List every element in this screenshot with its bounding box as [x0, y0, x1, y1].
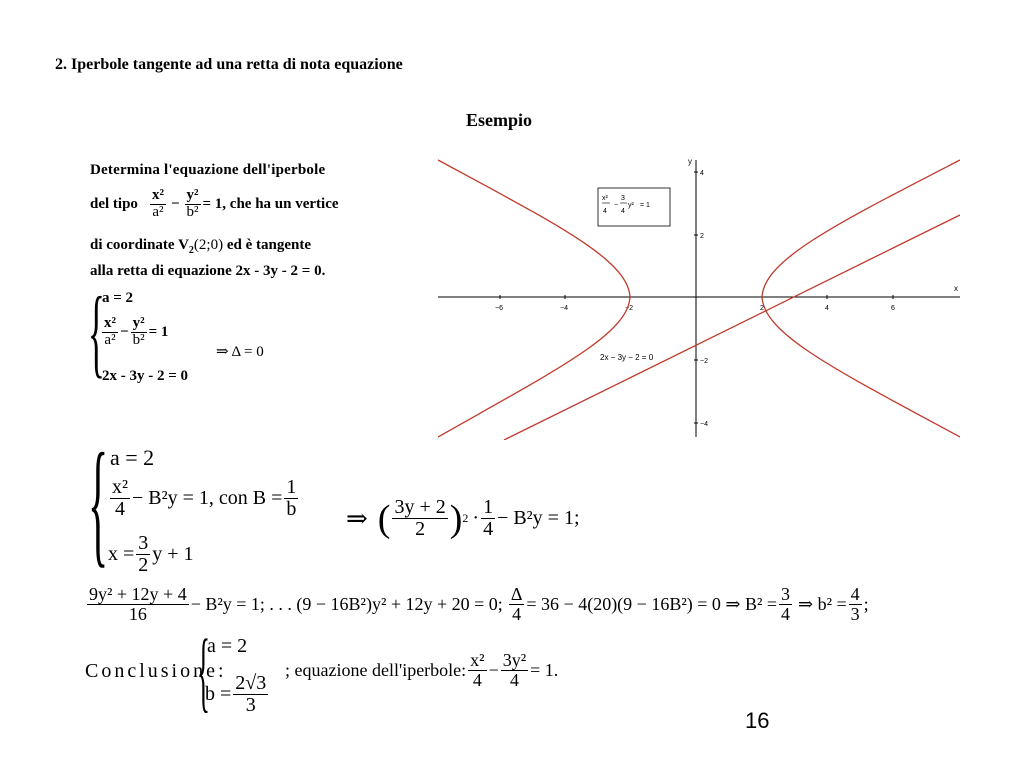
y-tick-label: 4	[700, 170, 704, 177]
system-1-brace: {	[88, 276, 105, 387]
vertex-symbol: V	[178, 237, 189, 253]
graph-legend	[598, 188, 670, 226]
y-axis-label: y	[688, 157, 692, 166]
problem-line-3-prefix: di coordinate	[90, 237, 175, 253]
system-2-row-1: a = 2	[110, 445, 155, 470]
conclusion-tail: ; equazione dell'iperbole:	[285, 659, 467, 680]
system-2-row-3-rest: y + 1	[152, 543, 194, 565]
problem-line-3-suffix: ed è tangente	[226, 237, 311, 253]
svg-text:−: −	[614, 202, 619, 209]
x-axis-label: x	[954, 284, 958, 293]
system-1-implies: ⇒ Δ = 0	[216, 344, 264, 360]
y-tick-label: −4	[700, 421, 708, 428]
svg-text:3: 3	[621, 195, 625, 202]
svg-text:4: 4	[621, 208, 625, 215]
system-2-rhs-rest: − B²y = 1;	[497, 507, 580, 529]
conclusion	[85, 622, 705, 721]
example-label: Esempio	[466, 110, 533, 130]
problem-line-3	[90, 237, 311, 256]
derivation-part-1: − B²y = 1; . . . (9 − 16B²)y² + 12y + 20 = 0;	[190, 593, 503, 614]
problem-line-2: del tipo $\frac{\text{x²}}{\text{a²}}$ − $\frac{\text{y²}}{\text{b²}}$ = 1, che ha un vertice	[90, 188, 339, 220]
y-squared-over-b-squared: $\frac{\text{y²}}{\text{b²}}$	[186, 188, 199, 220]
y-tick-label: −2	[700, 358, 708, 365]
derivation-part-2: = 36 − 4(20)(9 − 16B²) = 0 ⇒ B² =	[526, 593, 778, 614]
vertex-coords: (2;0)	[193, 237, 224, 253]
section-heading: 2. Iperbole tangente ad una retta di nota equazione	[55, 56, 403, 73]
x-tick-label: −4	[560, 305, 568, 312]
svg-text:4: 4	[603, 208, 607, 215]
svg-text:y²: y²	[628, 202, 634, 209]
system-1	[88, 276, 328, 393]
conclusion-equation: ; equazione dell'iperbole: $\frac{\text{x²}}{4}$ − $\frac{\text{3y²}}{4}$ = 1.	[285, 650, 559, 690]
system-1-row-2: $\frac{\text{x²}}{\text{a²}}$ − $\frac{\text{y²}}{\text{b²}}$ = 1	[104, 315, 169, 348]
conclusion-row-1: a = 2	[207, 635, 248, 657]
conclusion-b: b =	[205, 683, 232, 705]
system-2-row-2-rest: − B²y = 1, con B =	[132, 487, 283, 509]
problem-line-1: Determina l'equazione dell'iperbole	[90, 162, 326, 178]
x-tick-label: −6	[495, 305, 503, 312]
x-ticks	[495, 295, 895, 312]
problem-line-2-prefix: del tipo	[90, 195, 138, 212]
x-tick-label: 6	[891, 305, 895, 312]
system-2-implies: ⇒	[346, 503, 368, 533]
conclusion-brace: {	[197, 622, 210, 721]
derivation-part-3: ⇒ b² =	[798, 593, 847, 614]
y-tick-label: 2	[700, 233, 704, 240]
vertex-subscript: 2	[188, 245, 194, 256]
conclusion-row-2: b = $\frac{2√3}{3}$	[205, 672, 267, 716]
conclusion-label: Conclusione:	[85, 660, 227, 682]
hyperbola-graph	[438, 155, 960, 440]
tangent-line	[504, 215, 960, 440]
problem-line-2-suffix: = 1, che ha un vertice	[202, 195, 339, 212]
system-1-row-1: a = 2	[102, 290, 134, 306]
system-2-rhs: ⇒ ( $\frac{3y + 2}{2}$ ) 2 · $\frac{1}{4}$ − B²y = 1;	[346, 496, 580, 540]
system-2-row-2: $\frac{\text{x²}}{4}$ − B²y = 1, con B = $\frac{1}{b}$	[112, 476, 297, 520]
system-2-row-3-x: x =	[108, 543, 135, 565]
system-2-brace: {	[88, 425, 109, 580]
system-2	[88, 425, 608, 580]
conclusion-eq-end: = 1.	[530, 659, 559, 680]
x-tick-label: 2	[760, 305, 764, 312]
system-1-row-3: 2x - 3y - 2 = 0	[102, 368, 189, 384]
derivation-line: $\frac{\text{9y² + 12y + 4}}{16}$ − B²y = 1; . . . (9 − 16B²)y² + 12y + 20 = 0; $\frac{\Delta}{4}$ = 36 − 4(20)(9 − 16B²) = 0 ⇒ B² = $\frac{3}{4}$ ⇒ b² = $\frac{4}{3}$ ;	[89, 585, 869, 624]
page-number: 16	[745, 708, 770, 733]
legend-equals-one: = 1	[640, 202, 650, 209]
x-tick-label: 4	[825, 305, 829, 312]
svg-text:x²: x²	[602, 195, 608, 202]
x-tick-label: −2	[625, 305, 633, 312]
problem-line-4: alla retta di equazione 2x - 3y - 2 = 0.	[90, 263, 326, 279]
tangent-line-label: 2x − 3y − 2 = 0	[600, 353, 654, 362]
system-2-row-3: x = $\frac{3}{2}$ y + 1	[108, 532, 194, 576]
x-squared-over-a-squared: $\frac{\text{x²}}{\text{a²}}$	[151, 188, 164, 220]
